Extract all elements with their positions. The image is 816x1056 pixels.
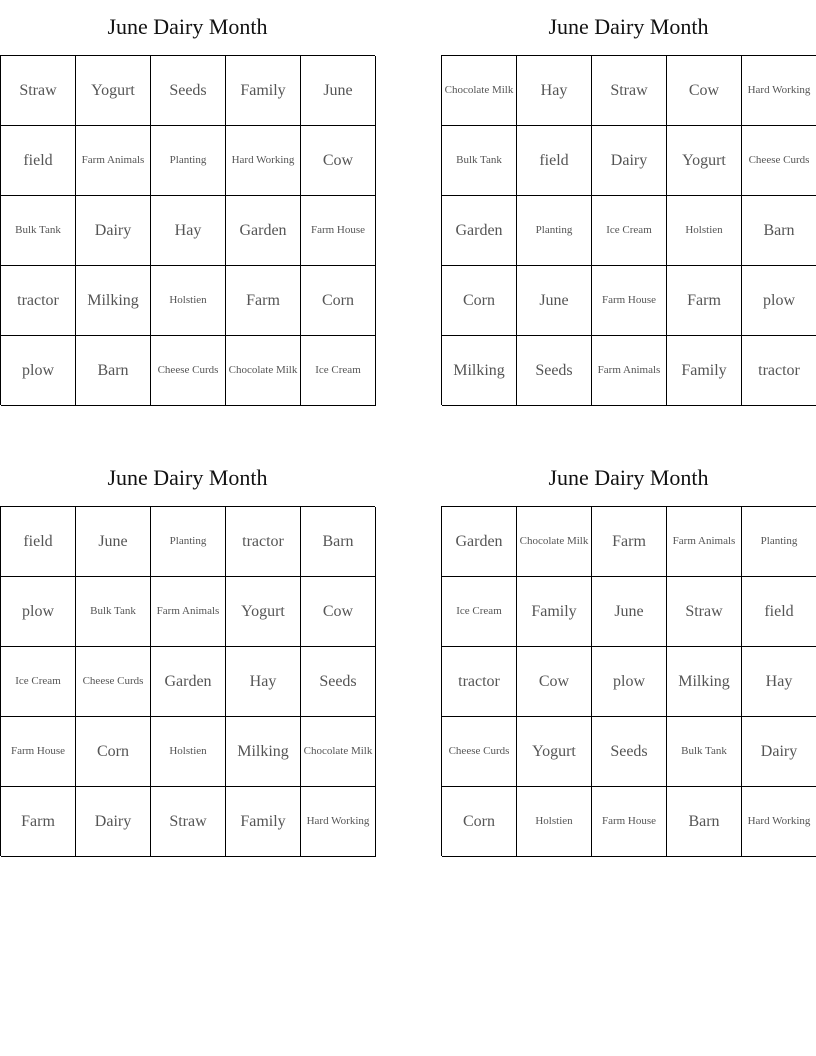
bingo-cell: Bulk Tank	[76, 577, 151, 647]
bingo-cell: plow	[592, 647, 667, 717]
bingo-cell: Garden	[442, 507, 517, 577]
bingo-cell: Ice Cream	[301, 336, 376, 406]
card-title: June Dairy Month	[107, 14, 268, 39]
bingo-grid	[0, 506, 375, 856]
bingo-cell: tractor	[442, 647, 517, 717]
bingo-cell: June	[592, 577, 667, 647]
bingo-cell: Dairy	[76, 196, 151, 266]
bingo-cell: Straw	[1, 56, 76, 126]
bingo-cell: Planting	[151, 126, 226, 196]
card-title: June Dairy Month	[548, 14, 709, 39]
bingo-cell: Chocolate Milk	[442, 56, 517, 126]
bingo-cell: Family	[226, 787, 301, 857]
bingo-cell: Hard Working	[742, 56, 816, 126]
bingo-grid	[441, 506, 816, 856]
bingo-cell: Hay	[226, 647, 301, 717]
bingo-cell: Milking	[442, 336, 517, 406]
bingo-cell: Cheese Curds	[742, 126, 816, 196]
bingo-cell: Garden	[226, 196, 301, 266]
bingo-cell: plow	[1, 336, 76, 406]
bingo-cell: Farm House	[592, 787, 667, 857]
bingo-card-2	[441, 0, 816, 405]
bingo-cell: Holstien	[667, 196, 742, 266]
bingo-cell: Yogurt	[517, 717, 592, 787]
bingo-cell: field	[742, 577, 816, 647]
bingo-cell: Farm House	[1, 717, 76, 787]
bingo-cell: Hay	[517, 56, 592, 126]
bingo-cell: Farm Animals	[76, 126, 151, 196]
bingo-cell: Chocolate Milk	[226, 336, 301, 406]
bingo-cell: Planting	[742, 507, 816, 577]
bingo-cell: Corn	[76, 717, 151, 787]
bingo-cell: Cow	[517, 647, 592, 717]
bingo-cell: Family	[517, 577, 592, 647]
bingo-cell: Cheese Curds	[151, 336, 226, 406]
bingo-cell: Hard Working	[742, 787, 816, 857]
bingo-cell: Farm Animals	[151, 577, 226, 647]
bingo-cell: Seeds	[592, 717, 667, 787]
bingo-card-4	[441, 451, 816, 856]
bingo-cell: Farm	[226, 266, 301, 336]
bingo-cell: Farm	[667, 266, 742, 336]
bingo-cell: Corn	[442, 787, 517, 857]
bingo-cell: Planting	[517, 196, 592, 266]
bingo-cell: tractor	[742, 336, 816, 406]
bingo-cell: Cow	[301, 126, 376, 196]
bingo-cell: Cheese Curds	[76, 647, 151, 717]
bingo-cell: plow	[1, 577, 76, 647]
bingo-cell: Garden	[442, 196, 517, 266]
bingo-cell: Chocolate Milk	[301, 717, 376, 787]
bingo-cell: Barn	[742, 196, 816, 266]
bingo-cell: Hay	[742, 647, 816, 717]
bingo-grid	[441, 55, 816, 405]
bingo-cell: Family	[226, 56, 301, 126]
bingo-cell: Farm	[1, 787, 76, 857]
bingo-cell: Straw	[151, 787, 226, 857]
bingo-cell: tractor	[226, 507, 301, 577]
bingo-cell: Cow	[667, 56, 742, 126]
bingo-cell: Farm House	[301, 196, 376, 266]
bingo-cell: Ice Cream	[1, 647, 76, 717]
bingo-cell: Yogurt	[667, 126, 742, 196]
bingo-cell: Cow	[301, 577, 376, 647]
bingo-cell: Holstien	[151, 266, 226, 336]
bingo-cell: Hay	[151, 196, 226, 266]
bingo-cell: Straw	[667, 577, 742, 647]
bingo-cell: Barn	[301, 507, 376, 577]
bingo-cell: tractor	[1, 266, 76, 336]
bingo-cell: June	[301, 56, 376, 126]
bingo-cell: Farm Animals	[592, 336, 667, 406]
bingo-cell: Yogurt	[226, 577, 301, 647]
bingo-cell: Holstien	[151, 717, 226, 787]
bingo-cell: field	[1, 126, 76, 196]
bingo-card-3	[0, 451, 375, 856]
bingo-cell: June	[517, 266, 592, 336]
bingo-cell: Bulk Tank	[1, 196, 76, 266]
bingo-cell: Bulk Tank	[667, 717, 742, 787]
bingo-cell: Farm	[592, 507, 667, 577]
bingo-cell: Ice Cream	[592, 196, 667, 266]
bingo-cell: Dairy	[592, 126, 667, 196]
bingo-cell: Holstien	[517, 787, 592, 857]
bingo-cell: Chocolate Milk	[517, 507, 592, 577]
bingo-cell: Ice Cream	[442, 577, 517, 647]
bingo-cell: Seeds	[151, 56, 226, 126]
bingo-cell: Farm Animals	[667, 507, 742, 577]
card-title: June Dairy Month	[548, 465, 709, 490]
bingo-cell: Bulk Tank	[442, 126, 517, 196]
bingo-grid	[0, 55, 375, 405]
bingo-cell: Farm House	[592, 266, 667, 336]
bingo-cell: Dairy	[76, 787, 151, 857]
bingo-cell: Milking	[667, 647, 742, 717]
bingo-cell: Straw	[592, 56, 667, 126]
bingo-cell: Family	[667, 336, 742, 406]
bingo-cell: Hard Working	[301, 787, 376, 857]
bingo-cell: Milking	[76, 266, 151, 336]
bingo-cell: field	[517, 126, 592, 196]
bingo-cell: Dairy	[742, 717, 816, 787]
bingo-cell: Cheese Curds	[442, 717, 517, 787]
bingo-card-1	[0, 0, 375, 405]
bingo-cell: Hard Working	[226, 126, 301, 196]
bingo-cell: Garden	[151, 647, 226, 717]
bingo-cell: Barn	[667, 787, 742, 857]
bingo-cell: Corn	[301, 266, 376, 336]
bingo-cell: Corn	[442, 266, 517, 336]
bingo-cell: Yogurt	[76, 56, 151, 126]
bingo-cell: plow	[742, 266, 816, 336]
bingo-cell: June	[76, 507, 151, 577]
bingo-cell: Barn	[76, 336, 151, 406]
bingo-cell: Seeds	[301, 647, 376, 717]
bingo-cell: field	[1, 507, 76, 577]
bingo-cell: Milking	[226, 717, 301, 787]
bingo-cell: Seeds	[517, 336, 592, 406]
bingo-cell: Planting	[151, 507, 226, 577]
card-title: June Dairy Month	[107, 465, 268, 490]
